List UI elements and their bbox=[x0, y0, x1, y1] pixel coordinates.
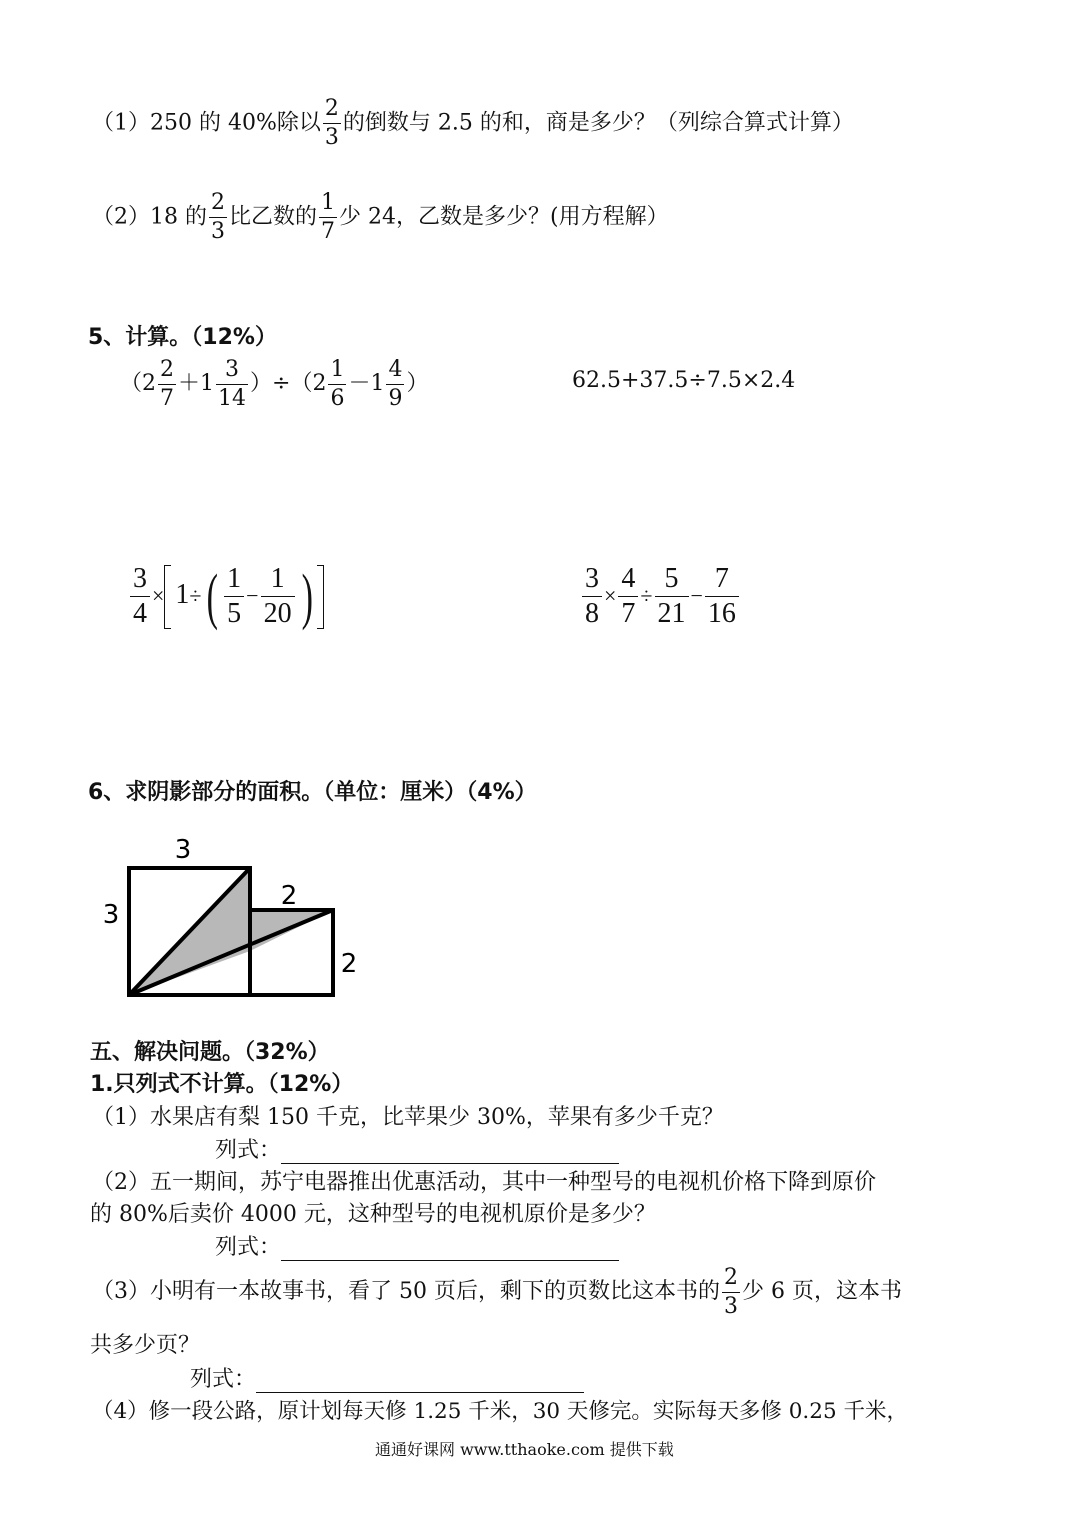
fraction: $\frac{1}{5}$ bbox=[224, 565, 244, 628]
problem-2-line-2: 的 80%后卖价 4000 元，这种型号的电视机原价是多少？ bbox=[90, 1202, 656, 1227]
expression-4: $\frac{3}{8}$ × $\frac{4}{7}$ ÷ $\frac{5}{21}$ − $\frac{7}{16}$ bbox=[580, 560, 741, 630]
q4-1-label: （1）250 的 40%除以 bbox=[92, 110, 321, 136]
formula-line-1: 列式： bbox=[215, 1133, 619, 1164]
label-top: 3 bbox=[174, 835, 192, 865]
subsection-1-title: 1.只列式不计算。（12%） bbox=[90, 1072, 354, 1097]
formula-line-2: 列式： bbox=[215, 1230, 619, 1261]
question-4-1 bbox=[92, 98, 854, 148]
expression-1: （2 $\frac{2}{7}$ ＋1 $\frac{3}{14}$ ）÷（2 $\frac{1}{6}$ －1 $\frac{4}{9}$ ） bbox=[120, 356, 429, 411]
fraction: $\frac{2}{3}$ bbox=[211, 190, 225, 244]
answer-blank[interactable] bbox=[281, 1141, 619, 1164]
problem-4: （4）修一段公路，原计划每天修 1.25 千米，30 天修完。实际每天多修 0.25 千米， bbox=[92, 1399, 908, 1424]
paren-open: ( bbox=[206, 562, 218, 631]
fraction: $\frac{1}{6}$ bbox=[330, 356, 345, 411]
section-5-title: 5、计算。（12%） bbox=[88, 325, 277, 350]
footer: 通通好课网 www.tthaoke.com 提供下载 bbox=[375, 1440, 674, 1459]
formula-line-3: 列式： bbox=[190, 1362, 584, 1393]
paren-close: ) bbox=[301, 562, 313, 631]
q4-1-rest: 的倒数与 2.5 的和，商是多少？（列综合算式计算） bbox=[342, 110, 854, 136]
fraction: $\frac{1}{20}$ bbox=[261, 565, 295, 628]
problem-2-line-1: （2）五一期间，苏宁电器推出优惠活动，其中一种型号的电视机价格下降到原价 bbox=[92, 1170, 876, 1195]
problem-3-line-1: （3）小明有一本故事书，看了 50 页后，剩下的页数比这本书的 $\frac{2}{3}$ 少 6 页，这本书 bbox=[92, 1264, 902, 1319]
fraction: $\frac{4}{7}$ bbox=[618, 565, 638, 628]
fraction: $\frac{3}{8}$ bbox=[582, 565, 602, 628]
fraction: $\frac{2}{3}$ bbox=[324, 96, 339, 150]
fraction: $\frac{7}{16}$ bbox=[705, 565, 739, 628]
fraction: $\frac{2}{7}$ bbox=[160, 356, 175, 411]
shaded-area-figure bbox=[95, 830, 375, 1010]
fraction: $\frac{5}{21}$ bbox=[655, 565, 689, 628]
expression-2: 62.5+37.5÷7.5×2.4 bbox=[572, 368, 796, 393]
label-left: 3 bbox=[102, 900, 120, 930]
fraction: $\frac{1}{7}$ bbox=[321, 190, 336, 244]
fraction: $\frac{4}{9}$ bbox=[388, 356, 403, 411]
fraction: $\frac{2}{3}$ bbox=[723, 1264, 738, 1319]
fraction: $\frac{3}{4}$ bbox=[130, 565, 150, 628]
problem-3-line-2: 共多少页？ bbox=[90, 1333, 201, 1358]
square-bracket bbox=[164, 565, 171, 629]
problem-1: （1）水果店有梨 150 千克，比苹果少 30%，苹果有多少千克？ bbox=[92, 1105, 724, 1130]
question-4-2: （2）18 的 $\frac{2}{3}$ 比乙数的 $\frac{1}{7}$ 少 24，乙数是多少？(用方程解） bbox=[92, 190, 669, 244]
section-five-title: 五、解决问题。（32%） bbox=[90, 1040, 330, 1065]
label-small-top: 2 bbox=[280, 881, 298, 911]
label-right: 2 bbox=[340, 949, 358, 979]
fraction: $\frac{3}{14}$ bbox=[218, 356, 247, 411]
answer-blank[interactable] bbox=[281, 1238, 619, 1261]
section-6-title: 6、求阴影部分的面积。（单位：厘米）（4%） bbox=[88, 780, 537, 805]
answer-blank[interactable] bbox=[256, 1370, 584, 1393]
expression-3: $\frac{3}{4}$ × 1÷( $\frac{1}{5}$ − $\frac{1}{20}$ ) bbox=[128, 560, 324, 630]
square-bracket bbox=[317, 565, 324, 629]
